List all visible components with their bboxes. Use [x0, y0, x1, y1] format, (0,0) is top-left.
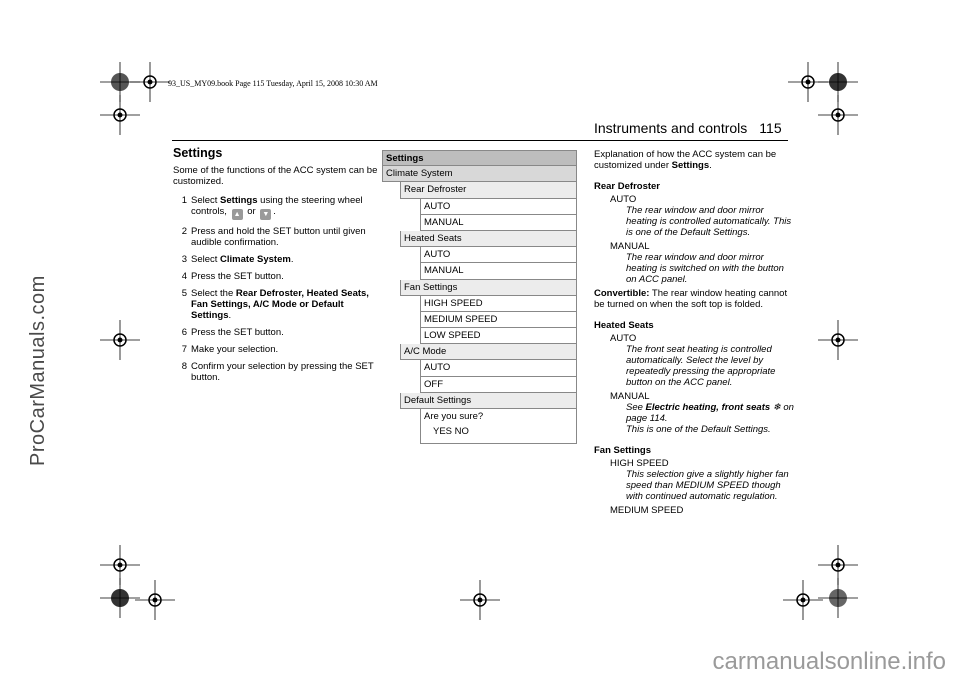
- menu-rd-auto: AUTO: [420, 199, 577, 215]
- menu-fan-settings: Fan Settings: [400, 280, 577, 296]
- rd-manual-desc: The rear window and door mirror heating is switched on with the button on ACC panel.: [626, 252, 784, 285]
- hs-auto-desc: The front seat heating is controlled automatically. Select the level by repeatedly pressing the appropriate button on the ACC panel.: [626, 344, 776, 388]
- registration-mark-icon: [100, 578, 140, 618]
- hs-manual-label: MANUAL: [610, 391, 650, 402]
- menu-ac-auto: AUTO: [420, 360, 577, 376]
- menu-fan-high: HIGH SPEED: [420, 296, 577, 312]
- menu-ac-mode: A/C Mode: [400, 344, 577, 360]
- fan-settings-heading: Fan Settings: [594, 445, 652, 456]
- menu-settings: Settings: [382, 150, 577, 166]
- menu-rd-manual: MANUAL: [420, 215, 577, 231]
- rd-auto-label: AUTO: [610, 194, 637, 205]
- rd-manual-label: MANUAL: [610, 241, 650, 252]
- step-3: 3 Select Climate System.: [181, 254, 294, 265]
- rear-defroster-heading: Rear Defroster: [594, 181, 660, 192]
- section-title: Instruments and controls: [594, 120, 748, 136]
- page-number: 115: [759, 120, 782, 136]
- settings-menu-tree: [382, 150, 577, 444]
- step-6: 6 Press the SET button.: [181, 327, 284, 338]
- fan-high-label: HIGH SPEED: [610, 458, 669, 469]
- step-8: 8 Confirm your selection by pressing the SET button.: [181, 361, 374, 383]
- registration-mark-icon: [460, 580, 500, 620]
- menu-rear-defroster: Rear Defroster: [400, 182, 577, 198]
- heating-reference-link[interactable]: Electric heating, front seats: [645, 402, 771, 413]
- wheel-down-icon: ▼: [260, 209, 271, 220]
- hs-manual-desc: See Electric heating, front seats ❄ on page 114. This is one of the Default Settings.: [626, 402, 794, 435]
- rd-auto-desc: The rear window and door mirror heating is controlled automatically. This is one of the Default Settings.: [626, 205, 792, 238]
- fan-medium-label: MEDIUM SPEED: [610, 505, 684, 516]
- side-watermark: ProCarManuals.com: [27, 275, 49, 466]
- step-4: 4 Press the SET button.: [181, 271, 284, 282]
- registration-mark-icon: [818, 320, 858, 360]
- menu-hs-manual: MANUAL: [420, 263, 577, 279]
- menu-hs-auto: AUTO: [420, 247, 577, 263]
- menu-are-you-sure: Are you sure? YES NO: [420, 409, 577, 444]
- menu-fan-low: LOW SPEED: [420, 328, 577, 344]
- registration-mark-icon: [818, 578, 858, 618]
- settings-intro: Some of the functions of the ACC system can be customized.: [173, 165, 378, 187]
- fan-high-desc: This selection give a slightly higher fan speed than MEDIUM SPEED though with continued automatic regulation.: [626, 469, 789, 502]
- menu-heated-seats: Heated Seats: [400, 231, 577, 247]
- step-7: 7 Make your selection.: [181, 344, 279, 355]
- step-1: 1 Select Settings using the steering wheel controls, ▲ or ▼ .: [181, 195, 363, 218]
- header-rule: [172, 140, 788, 141]
- wheel-up-icon: ▲: [232, 209, 243, 220]
- menu-fan-medium: MEDIUM SPEED: [420, 312, 577, 328]
- step-2: 2 Press and hold the SET button until given audible confirmation.: [181, 226, 366, 248]
- step-5: 5 Select the Rear Defroster, Heated Seats, Fan Settings, A/C Mode or Default Settings.: [181, 288, 369, 321]
- menu-climate-system: Climate System: [382, 166, 577, 182]
- registration-mark-icon: [818, 95, 858, 135]
- settings-instructions: [173, 148, 378, 389]
- page-header: [594, 120, 782, 136]
- hs-auto-label: AUTO: [610, 333, 637, 344]
- registration-mark-icon: [100, 95, 140, 135]
- heated-seats-heading: Heated Seats: [594, 320, 654, 331]
- settings-explanation: [594, 149, 794, 516]
- book-metadata-line: 93_US_MY09.book Page 115 Tuesday, April 15, 2008 10:30 AM: [168, 79, 378, 88]
- explanation-intro: Explanation of how the ACC system can be customized under Settings.: [594, 149, 777, 171]
- seat-heating-icon: ❄: [772, 402, 781, 413]
- footer-watermark: carmanualsonline.info: [712, 648, 946, 675]
- convertible-note: Convertible: The rear window heating cannot be turned on when the soft top is folded.: [594, 288, 788, 310]
- registration-mark-icon: [135, 580, 175, 620]
- menu-default-settings: Default Settings: [400, 393, 577, 409]
- settings-heading: Settings: [173, 146, 223, 160]
- registration-mark-icon: [100, 320, 140, 360]
- registration-mark-icon: [783, 580, 823, 620]
- menu-ac-off: OFF: [420, 377, 577, 393]
